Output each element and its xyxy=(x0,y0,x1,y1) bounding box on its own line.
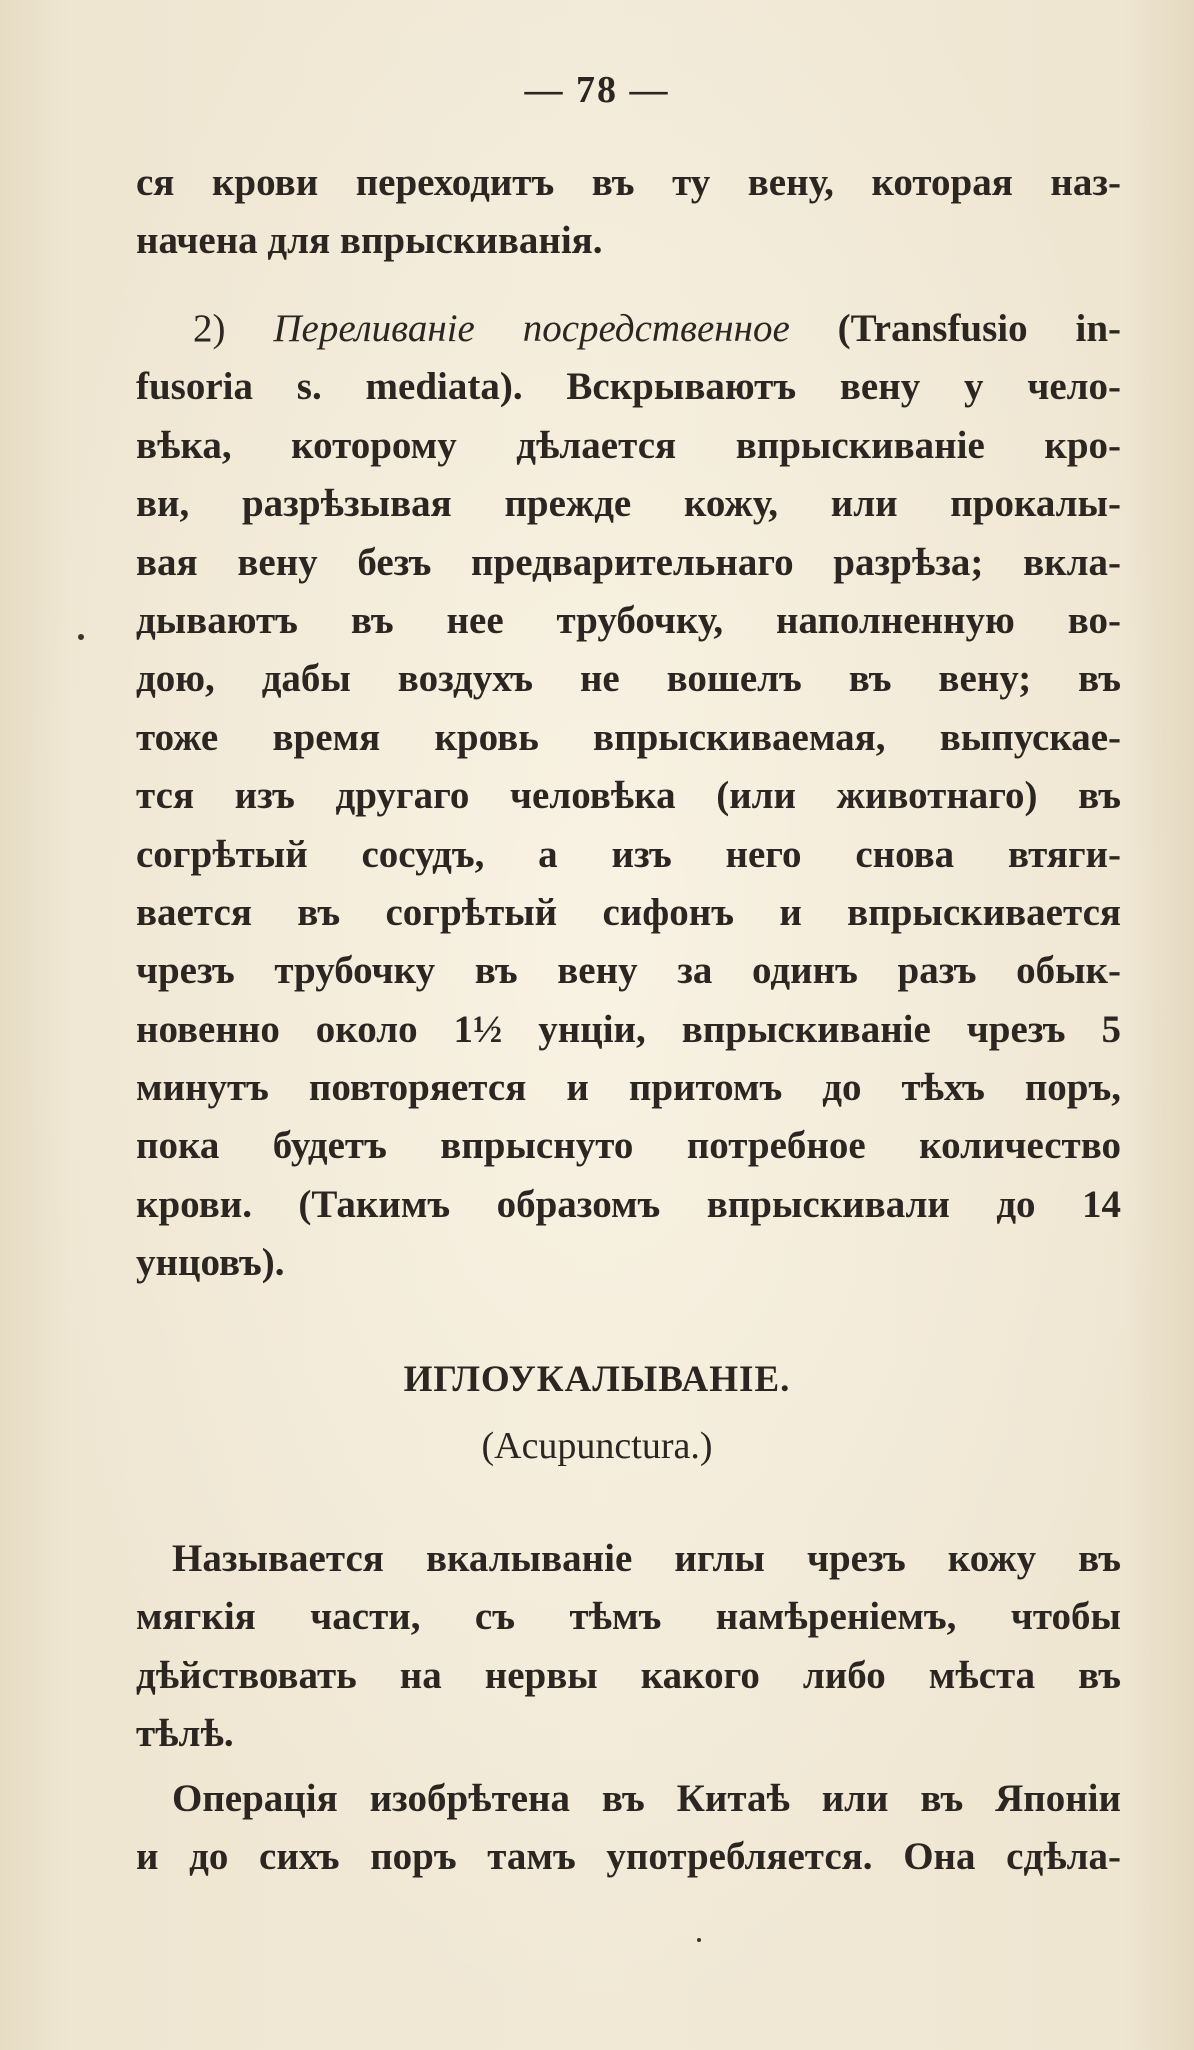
text-line: крови. (Такимъ образомъ впрыскивали до 14 xyxy=(136,1182,1121,1226)
section-subheading: (Acupunctura.) xyxy=(481,1425,713,1467)
text-line: тѣлѣ. xyxy=(136,1712,234,1756)
text-line: унцовъ). xyxy=(136,1241,285,1285)
text-line: мягкія части, съ тѣмъ намѣреніемъ, чтобы xyxy=(136,1595,1121,1639)
text-line: согрѣтый сосудъ, а изъ него снова втяги- xyxy=(136,832,1121,876)
text-line: fusoria s. mediata). Вскрываютъ вену у чело- xyxy=(136,365,1121,409)
text-line: дѣйствовать на нервы какого либо мѣста въ xyxy=(136,1653,1121,1697)
text-line: ви, разрѣзывая прежде кожу, или прокалы- xyxy=(136,482,1121,526)
text-line xyxy=(136,300,1121,358)
paragraph-definition xyxy=(136,1530,1121,1764)
text-line: дою, дабы воздухъ не вошелъ въ вену; въ xyxy=(136,657,1121,701)
text-line: вѣка, которому дѣлается впрыскиваніе кро- xyxy=(136,423,1121,467)
text-line: чрезъ трубочку въ вену за одинъ разъ обык- xyxy=(136,949,1121,993)
item-number: 2) xyxy=(193,307,226,350)
page-number: — 78 — xyxy=(524,69,670,111)
text-line: минутъ повторяется и притомъ до тѣхъ поръ, xyxy=(136,1066,1121,1110)
text-line: и до сихъ поръ тамъ употребляется. Она сдѣла- xyxy=(136,1835,1121,1879)
ink-speck xyxy=(697,1938,701,1942)
paragraph-transfusion xyxy=(136,300,1121,1293)
text-line: тоже время кровь впрыскиваемая, выпускае- xyxy=(136,715,1121,759)
ink-speck xyxy=(78,634,84,640)
text-line: тся изъ другаго человѣка (или животнаго) въ xyxy=(136,774,1121,818)
text-line: Операція изобрѣтена въ Китаѣ или въ Японіи xyxy=(172,1777,1121,1820)
text-line: дываютъ въ нее трубочку, наполненную во- xyxy=(136,598,1121,642)
text-line: вая вену безъ предварительнаго разрѣза; вкла- xyxy=(136,540,1121,584)
text-line: пока будетъ впрыснуто потребное количество xyxy=(136,1124,1121,1168)
text-line: начена для впрыскиванія. xyxy=(136,219,603,263)
section-heading: ИГЛОУКАЛЫВАНІЕ. xyxy=(403,1359,791,1400)
text-line: вается въ согрѣтый сифонъ и впрыскивается xyxy=(136,890,1121,934)
text-line: новенно около 1½ унціи, впрыскиваніе чрезъ 5 xyxy=(136,1007,1121,1051)
text-line: Называется вкалываніе иглы чрезъ кожу въ xyxy=(172,1537,1121,1580)
term-italic: Переливаніе посредственное xyxy=(273,307,790,350)
paragraph-origin xyxy=(136,1770,1121,1887)
paragraph-continuation xyxy=(136,154,1121,271)
text-line: ся крови переходитъ въ ту вену, которая наз- xyxy=(136,161,1121,204)
text-fragment: (Transfusio in- xyxy=(837,307,1121,350)
